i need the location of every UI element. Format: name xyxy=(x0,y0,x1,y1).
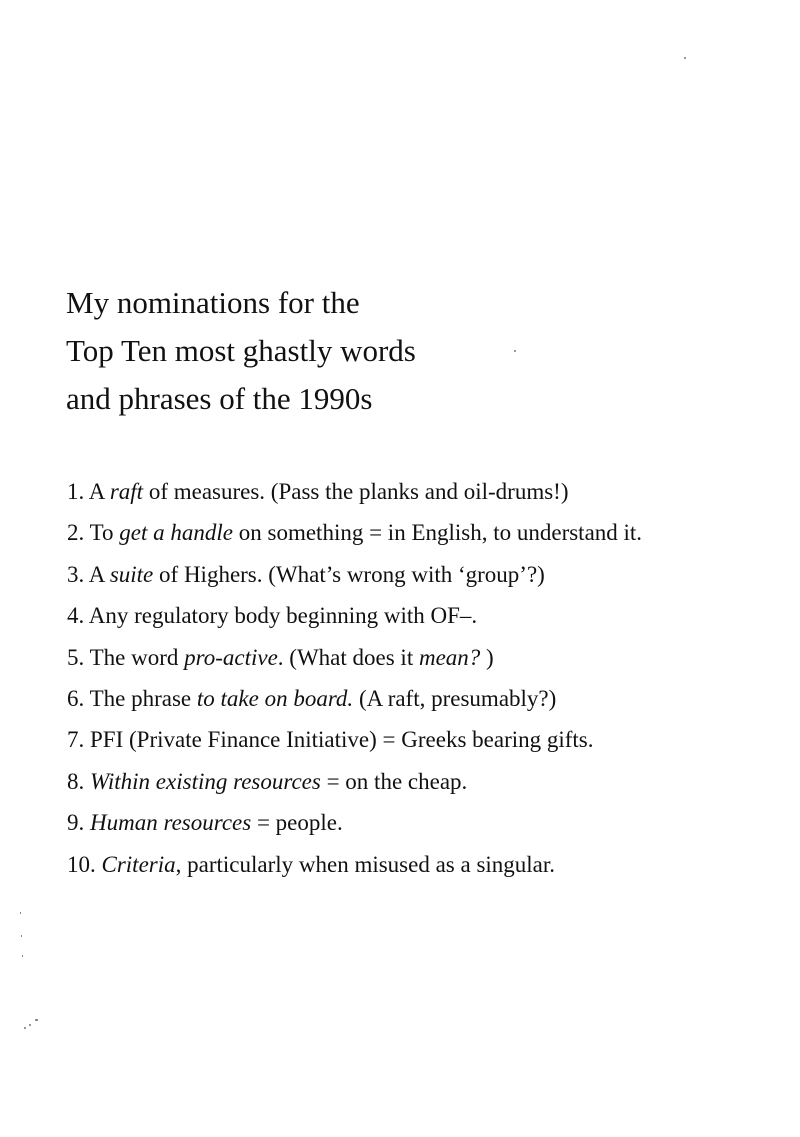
heading-line: My nominations for the xyxy=(66,285,360,320)
item-number: 7. xyxy=(67,727,85,753)
scan-speck xyxy=(21,935,22,937)
heading-line: Top Ten most ghastly words xyxy=(66,333,416,368)
item-emphasis-text: Within existing resources xyxy=(90,768,321,794)
list-item xyxy=(67,719,787,760)
scan-speck xyxy=(684,57,686,59)
item-number: 3. xyxy=(67,561,85,587)
item-emphasis-text: to take on board. xyxy=(196,686,354,712)
item-emphasis-text: get a handle xyxy=(119,520,233,546)
item-text: Any regulatory body beginning with OF–. xyxy=(88,603,478,629)
item-emphasis-text: Criteria xyxy=(101,851,176,877)
item-text: = people. xyxy=(251,810,343,836)
scan-speck xyxy=(514,350,516,352)
item-text: on something = in English, to understand it. xyxy=(233,520,643,546)
nominations-list xyxy=(67,471,787,885)
item-text: A xyxy=(88,479,110,504)
item-number: 1. xyxy=(67,479,85,504)
list-item xyxy=(67,637,787,678)
page-heading xyxy=(66,279,666,423)
item-text: To xyxy=(89,520,120,546)
scan-speck xyxy=(35,1019,38,1021)
list-item xyxy=(67,802,787,843)
list-item xyxy=(67,512,787,553)
item-number: 10. xyxy=(67,851,96,877)
item-number: 8. xyxy=(67,768,85,794)
item-text: . (What does it xyxy=(277,644,419,670)
list-item xyxy=(67,471,787,512)
scan-speck xyxy=(29,1024,31,1026)
item-number: 4. xyxy=(67,603,85,629)
item-number: 9. xyxy=(67,810,85,836)
item-emphasis-text: Human resources xyxy=(90,810,252,836)
list-item xyxy=(67,554,787,595)
list-item xyxy=(67,844,787,885)
item-text: ) xyxy=(480,644,494,670)
item-text: PFI (Private Finance Initiative) = Greeks bearing gifts. xyxy=(90,727,594,753)
scan-speck xyxy=(22,955,23,957)
scan-speck xyxy=(20,912,21,914)
item-text: A xyxy=(88,561,110,587)
item-emphasis-text: suite xyxy=(109,561,154,587)
item-text: , particularly when misused as a singular. xyxy=(175,851,556,877)
item-number: 2. xyxy=(67,520,85,546)
item-text: of Highers. (What’s wrong with ‘group’?) xyxy=(153,561,545,587)
item-text: of measures. (Pass the planks and oil-drums!) xyxy=(143,479,569,504)
item-text: The word xyxy=(89,644,185,670)
item-number: 5. xyxy=(67,644,85,670)
list-item xyxy=(67,678,787,719)
item-emphasis-text: raft xyxy=(109,479,144,504)
item-text: (A raft, presumably?) xyxy=(353,686,557,712)
list-item xyxy=(67,761,787,802)
item-emphasis-text: mean? xyxy=(418,644,481,670)
item-text: = on the cheap. xyxy=(320,768,468,794)
item-emphasis-text: pro-active xyxy=(184,644,278,670)
item-number: 6. xyxy=(67,686,85,712)
list-item xyxy=(67,595,787,636)
item-text: The phrase xyxy=(89,686,197,712)
heading-line: and phrases of the 1990s xyxy=(66,381,373,416)
scan-speck xyxy=(24,1027,26,1029)
